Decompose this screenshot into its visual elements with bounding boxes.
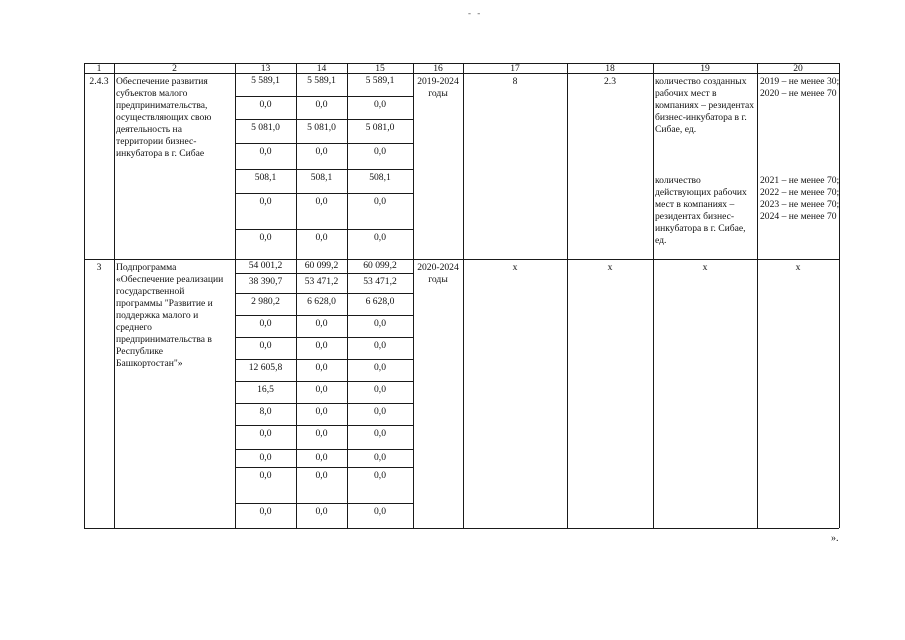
- value-cell: 0,0: [315, 232, 328, 243]
- sub-row-line: [236, 403, 413, 404]
- sub-row-line: [236, 143, 413, 144]
- value-cell: 0,0: [374, 470, 386, 481]
- col19-value: х: [702, 262, 708, 273]
- value-cell: 12 605,8: [248, 362, 283, 373]
- column-line: [114, 63, 115, 528]
- value-cell: 0,0: [374, 452, 386, 463]
- value-cell: 0,0: [315, 428, 328, 439]
- value-cell: 6 628,0: [365, 296, 395, 307]
- value-cell: 0,0: [374, 99, 386, 110]
- value-cell: 60 099,2: [304, 260, 339, 271]
- table-border-bottom: [84, 528, 839, 529]
- value-cell: 0,0: [315, 318, 328, 329]
- header-cell: 17: [510, 63, 520, 74]
- value-cell: 0,0: [259, 232, 272, 243]
- column-line: [757, 63, 758, 528]
- value-cell: 0,0: [374, 406, 386, 417]
- subprogram-name: Подпрограмма «Обеспечение реализации государственной программы "Развитие и поддержка малого и среднего предпринимательства в Республике Башкортостан"»: [116, 262, 224, 369]
- value-cell: 5 081,0: [365, 122, 395, 133]
- value-cell: 508,1: [254, 172, 277, 183]
- value-cell: 0,0: [315, 384, 328, 395]
- page-mark: - -: [468, 8, 483, 18]
- sub-row-line: [236, 96, 413, 97]
- value-cell: 0,0: [315, 196, 328, 207]
- row-number: 3: [96, 262, 102, 273]
- indicator: количество созданных рабочих мест в компаниях – резидентах бизнес-инкубатора в г. Сибае, ед.: [655, 76, 755, 135]
- value-cell: 508,1: [369, 172, 391, 183]
- value-cell: 6 628,0: [307, 296, 336, 307]
- value-cell: 0,0: [374, 318, 386, 329]
- target-value: 2024 – не менее 70: [760, 211, 837, 222]
- value-cell: 0,0: [374, 428, 386, 439]
- value-cell: 5 081,0: [307, 122, 336, 133]
- column-line: [463, 63, 464, 528]
- value-cell: 0,0: [315, 99, 328, 110]
- column-line: [653, 63, 654, 528]
- target-value: 2021 – не менее 70;: [760, 175, 840, 186]
- col18-value: х: [607, 262, 613, 273]
- row-number: 2.4.3: [89, 76, 109, 87]
- value-cell: 0,0: [315, 340, 328, 351]
- sub-row-line: [236, 229, 413, 230]
- header-cell: 16: [433, 63, 443, 74]
- value-cell: 0,0: [374, 384, 386, 395]
- value-cell: 0,0: [374, 340, 386, 351]
- sub-row-line: [236, 503, 413, 504]
- value-cell: 53 471,2: [304, 276, 339, 287]
- value-cell: 54 001,2: [248, 260, 283, 271]
- header-cell: 14: [316, 63, 327, 74]
- value-cell: 0,0: [259, 99, 272, 110]
- value-cell: 0,0: [315, 452, 328, 463]
- header-cell: 2: [172, 63, 177, 74]
- col20-value: х: [795, 262, 801, 273]
- sub-row-line: [236, 293, 413, 294]
- value-cell: 0,0: [259, 318, 272, 329]
- header-cell: 18: [605, 63, 615, 74]
- value-cell: 0,0: [259, 428, 272, 439]
- header-cell: 19: [700, 63, 710, 74]
- column-line: [413, 63, 414, 528]
- sub-row-line: [236, 449, 413, 450]
- value-cell: 0,0: [374, 232, 386, 243]
- sub-row-line: [236, 119, 413, 120]
- header-cell: 20: [793, 63, 803, 74]
- value-cell: 0,0: [259, 196, 272, 207]
- value-cell: 0,0: [374, 196, 386, 207]
- sub-row-line: [236, 467, 413, 468]
- value-cell: 0,0: [315, 506, 328, 517]
- value-cell: 0,0: [259, 506, 272, 517]
- value-cell: 5 589,1: [365, 75, 395, 86]
- target-value: 2019 – не менее 30;: [760, 76, 840, 87]
- value-cell: 5 589,1: [307, 75, 336, 86]
- value-cell: 0,0: [259, 146, 272, 157]
- value-cell: 53 471,2: [363, 276, 397, 287]
- indicator: количество действующих рабочих мест в компаниях – резидентах бизнес-инкубатора в г. Сибае, ед.: [655, 175, 747, 246]
- sub-row-line: [236, 359, 413, 360]
- value-cell: 0,0: [315, 470, 328, 481]
- value-cell: 0,0: [315, 362, 328, 373]
- sub-row-line: [236, 381, 413, 382]
- value-cell: 0,0: [259, 452, 272, 463]
- header-cell: 15: [375, 63, 385, 74]
- target-value: 2023 – не менее 70;: [760, 199, 840, 210]
- col17-value: х: [512, 262, 518, 273]
- value-cell: 0,0: [374, 506, 386, 517]
- col18-value: 2.3: [604, 76, 616, 87]
- value-cell: 5 081,0: [251, 122, 280, 133]
- value-cell: 0,0: [259, 470, 272, 481]
- value-cell: 0,0: [374, 146, 386, 157]
- activity-name: Обеспечение развития субъектов малого предпринимательства, осуществляющих свою деятельность на территории бизнес-инкубатора в г. Сибае: [116, 76, 212, 159]
- value-cell: 508,1: [310, 172, 333, 183]
- column-line: [567, 63, 568, 528]
- value-cell: 8,0: [259, 406, 272, 417]
- row-separator: [84, 259, 839, 260]
- sub-row-line: [236, 169, 413, 170]
- header-cell: 1: [96, 63, 102, 74]
- target-value: 2020 – не менее 70: [760, 88, 837, 99]
- period: 2019-2024 годы: [417, 76, 459, 99]
- sub-row-line: [236, 315, 413, 316]
- value-cell: 0,0: [315, 406, 328, 417]
- value-cell: 16,5: [257, 384, 274, 395]
- sub-row-line: [236, 193, 413, 194]
- value-cell: 38 390,7: [248, 276, 283, 287]
- sub-row-line: [236, 273, 413, 274]
- value-cell: 2 980,2: [251, 296, 280, 307]
- header-cell: 13: [260, 63, 271, 74]
- closing-quote: ».: [831, 533, 839, 544]
- period: 2020-2024 годы: [417, 262, 459, 285]
- value-cell: 0,0: [315, 146, 328, 157]
- table-border-side: [839, 63, 840, 528]
- value-cell: 0,0: [374, 362, 386, 373]
- sub-row-line: [236, 337, 413, 338]
- table-border-side: [84, 63, 85, 528]
- col17-value: 8: [512, 76, 518, 87]
- target-value: 2022 – не менее 70;: [760, 187, 840, 198]
- sub-row-line: [236, 425, 413, 426]
- value-cell: 5 589,1: [251, 75, 280, 86]
- value-cell: 60 099,2: [363, 260, 397, 271]
- value-cell: 0,0: [259, 340, 272, 351]
